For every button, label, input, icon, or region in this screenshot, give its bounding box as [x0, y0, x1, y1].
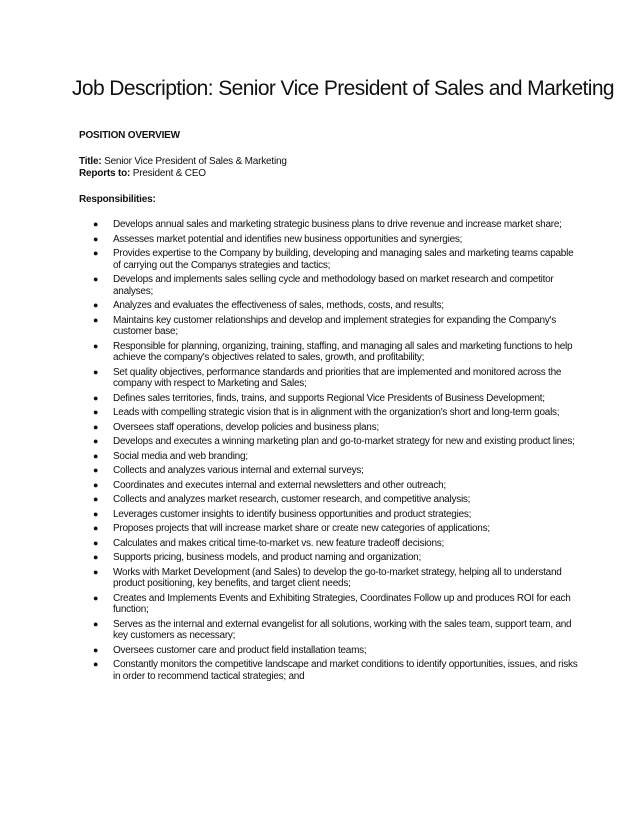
responsibility-item — [79, 219, 579, 231]
responsibility-text: Leverages customer insights to identify business opportunities and product strategies; — [113, 508, 472, 520]
responsibility-text: Proposes projects that will increase market share or create new categories of applications; — [113, 523, 490, 534]
responsibility-item — [79, 567, 579, 590]
responsibility-item — [79, 367, 579, 390]
bullet-icon: ● — [93, 314, 99, 325]
responsibility-text: Responsible for planning, organizing, training, staffing, and managing all sales and marketing functions to help achieve the company's objectives related to sales, growth, and profitability; — [113, 340, 573, 363]
title-value: Senior Vice President of Sales & Marketing — [101, 156, 287, 167]
responsibility-text: Calculates and makes critical time-to-market vs. new feature tradeoff decisions; — [113, 537, 445, 549]
responsibility-text: Analyzes and evaluates the effectiveness of sales, methods, costs, and results; — [113, 300, 444, 311]
responsibility-text: Maintains key customer relationships and develop and implement strategies for expanding the Company's customer base; — [113, 314, 557, 337]
responsibility-item — [79, 509, 579, 521]
reports-to — [79, 168, 206, 179]
bullet-icon: ● — [93, 407, 99, 417]
bullet-icon: ● — [93, 436, 99, 446]
title-label: Title: — [79, 156, 102, 167]
reports-label: Reports to: — [79, 168, 131, 179]
responsibility-text: Serves as the internal and external evangelist for all solutions, working with the sales team, support team, and key customers as necessary; — [113, 618, 572, 641]
responsibility-item — [79, 234, 579, 246]
responsibility-item — [79, 619, 579, 642]
responsibility-item — [79, 659, 579, 682]
responsibility-text: Works with Market Development (and Sales) to develop the go-to-market strategy, helping all to understand product positioning, key benefits, and target client needs; — [113, 566, 562, 589]
bullet-icon: ● — [93, 644, 99, 655]
responsibility-item — [79, 315, 579, 338]
bullet-icon: ● — [93, 508, 99, 519]
bullet-icon: ● — [93, 219, 99, 229]
responsibility-text: Set quality objectives, performance standards and priorities that are implemented and monitored across the company with respect to Marketing and Sales; — [113, 366, 562, 389]
bullet-icon: ● — [93, 233, 99, 244]
bullet-icon: ● — [93, 300, 99, 310]
responsibility-item — [79, 645, 579, 657]
responsibility-text: Social media and web branding; — [113, 450, 248, 462]
position-overview-heading: POSITION OVERVIEW — [79, 130, 180, 141]
responsibility-text: Provides expertise to the Company by building, developing and managing sales and marketing teams capable of carrying out the Companys strategies and tactics; — [113, 248, 574, 271]
responsibility-item — [79, 593, 579, 616]
responsibility-item — [79, 341, 579, 364]
bullet-icon: ● — [93, 392, 99, 403]
responsibility-item — [79, 465, 579, 477]
responsibility-text: Develops and implements sales selling cycle and methodology based on market research and competitor analyses; — [113, 274, 554, 297]
bullet-icon: ● — [93, 566, 99, 577]
bullet-icon: ● — [93, 340, 99, 351]
responsibility-text: Assesses market potential and identifies new business opportunities and synergies; — [113, 233, 463, 245]
responsibility-item — [79, 393, 579, 405]
responsibility-item — [79, 451, 579, 463]
responsibility-item — [79, 436, 579, 448]
responsibility-text: Constantly monitors the competitive landscape and market conditions to identify opportunities, issues, and risks in order to recommend tactical strategies; and — [113, 659, 578, 682]
responsibility-item — [79, 552, 579, 564]
responsibility-item — [79, 523, 579, 535]
bullet-icon: ● — [93, 465, 99, 475]
responsibility-text: Supports pricing, business models, and product naming and organization; — [113, 552, 422, 563]
responsibilities-heading: Responsibilities: — [79, 194, 156, 205]
responsibility-text: Defines sales territories, finds, trains, and supports Regional Vice Presidents of Business Development; — [113, 392, 545, 404]
bullet-icon: ● — [93, 659, 99, 669]
bullet-icon: ● — [93, 274, 99, 284]
responsibilities-list — [79, 219, 579, 685]
responsibility-text: Collects and analyzes various internal and external surveys; — [113, 465, 364, 476]
responsibility-text: Oversees staff operations, develop policies and business plans; — [113, 421, 379, 433]
responsibility-text: Develops and executes a winning marketing plan and go-to-market strategy for new and existing product lines; — [113, 436, 575, 447]
responsibility-item — [79, 422, 579, 434]
responsibility-item — [79, 480, 579, 492]
bullet-icon: ● — [93, 537, 99, 548]
bullet-icon: ● — [93, 552, 99, 562]
responsibility-text: Leads with compelling strategic vision that is in alignment with the organization's short and long-term goals; — [113, 407, 560, 418]
responsibility-text: Creates and Implements Events and Exhibiting Strategies, Coordinates Follow up and produces ROI for each function; — [113, 592, 571, 615]
responsibility-item — [79, 300, 579, 312]
bullet-icon: ● — [93, 366, 99, 377]
bullet-icon: ● — [93, 523, 99, 533]
responsibility-item — [79, 494, 579, 506]
responsibility-item — [79, 248, 579, 271]
bullet-icon: ● — [93, 450, 99, 461]
responsibility-item — [79, 407, 579, 419]
responsibility-text: Collects and analyzes market research, customer research, and competitive analysis; — [113, 494, 471, 505]
responsibility-item — [79, 274, 579, 297]
bullet-icon: ● — [93, 479, 99, 490]
responsibility-text: Oversees customer care and product field installation teams; — [113, 644, 367, 656]
position-title — [79, 156, 287, 167]
bullet-icon: ● — [93, 248, 99, 258]
bullet-icon: ● — [93, 618, 99, 629]
bullet-icon: ● — [93, 494, 99, 504]
bullet-icon: ● — [93, 592, 99, 603]
reports-value: President & CEO — [130, 168, 206, 179]
responsibility-text: Develops annual sales and marketing strategic business plans to drive revenue and increase market share; — [113, 219, 562, 230]
bullet-icon: ● — [93, 421, 99, 432]
document-title: Job Description: Senior Vice President of Sales and Marketing — [72, 77, 614, 100]
responsibility-item — [79, 538, 579, 550]
responsibility-text: Coordinates and executes internal and external newsletters and other outreach; — [113, 479, 446, 491]
